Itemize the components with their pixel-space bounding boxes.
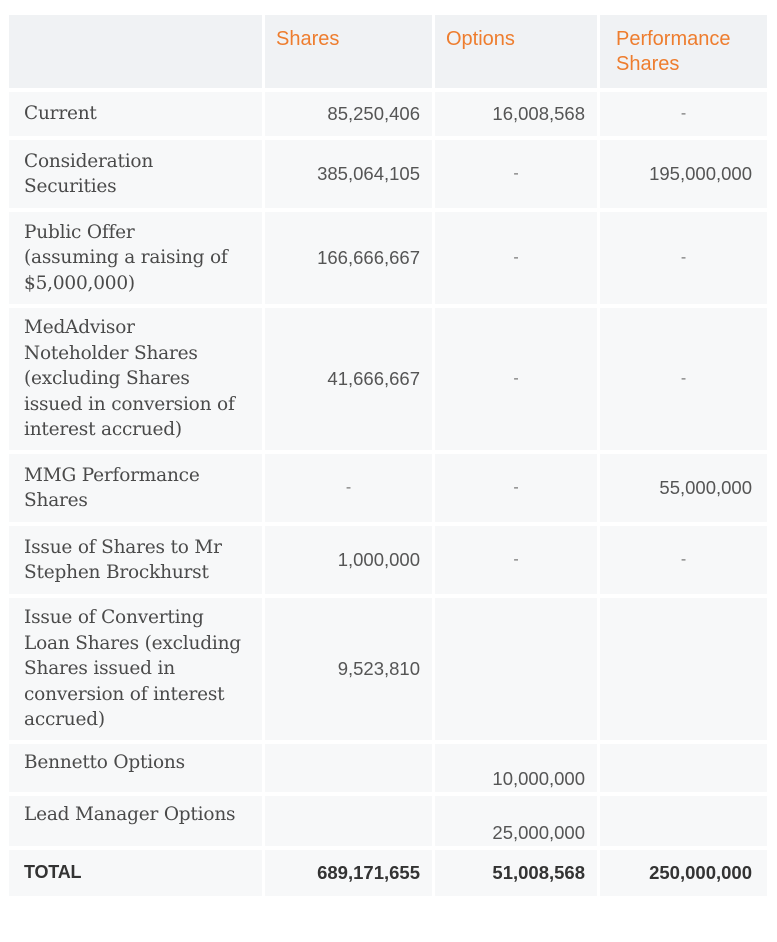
row-label (9, 744, 262, 792)
header-shares-label: Shares (276, 28, 340, 50)
header-options-label: Options (446, 28, 515, 50)
performance-value-text: - (680, 249, 687, 266)
header-performance-shares (600, 15, 767, 88)
header-options (435, 15, 597, 88)
total-shares-text: 689,171,655 (317, 862, 420, 883)
shares-value-text: 9,523,810 (337, 658, 420, 679)
options-value (435, 598, 597, 740)
options-value (435, 212, 597, 304)
options-value-text: - (513, 165, 519, 182)
performance-value (600, 744, 767, 792)
shares-value (265, 454, 432, 522)
options-value-text: 25,000,000 (492, 822, 585, 843)
options-value (435, 140, 597, 208)
row-label (9, 526, 262, 594)
row-label-text: Bennetto Options (24, 752, 185, 773)
options-value (435, 92, 597, 136)
shares-value (265, 140, 432, 208)
shares-value (265, 308, 432, 450)
performance-value-text: - (680, 105, 687, 122)
performance-value (600, 598, 767, 740)
options-value-text: - (513, 249, 519, 266)
row-label-text: MedAdvisor Noteholder Shares (excluding Shares issued in conversion of interest accrued) (24, 317, 235, 441)
row-label (9, 598, 262, 740)
performance-value (600, 212, 767, 304)
table-row (9, 526, 767, 594)
shares-value-text: - (345, 479, 352, 496)
shares-value (265, 92, 432, 136)
total-label-text: TOTAL (24, 862, 82, 883)
shares-value-text: 85,250,406 (327, 103, 420, 124)
performance-value (600, 92, 767, 136)
total-label (9, 850, 262, 896)
options-value (435, 526, 597, 594)
total-performance-text: 250,000,000 (649, 862, 752, 883)
total-options-text: 51,008,568 (492, 862, 585, 883)
performance-value-text: - (680, 370, 687, 387)
table-row (9, 796, 767, 846)
performance-value (600, 526, 767, 594)
row-label-text: Issue of Shares to Mr Stephen Brockhurst (24, 536, 222, 583)
row-label-text: Current (24, 103, 97, 125)
row-label (9, 796, 262, 846)
options-value-text: - (513, 479, 519, 496)
options-value-text: - (513, 551, 519, 568)
table-header-row (9, 15, 767, 88)
options-value-text: 16,008,568 (492, 103, 585, 124)
performance-value (600, 796, 767, 846)
shares-value-text: 41,666,667 (327, 368, 420, 389)
performance-value (600, 308, 767, 450)
row-label (9, 92, 262, 136)
shares-value (265, 744, 432, 792)
total-shares (265, 850, 432, 896)
shares-value (265, 212, 432, 304)
row-label-text: Public Offer (assuming a raising of $5,000,000) (24, 221, 228, 294)
table-row (9, 454, 767, 522)
options-value-text: - (513, 370, 519, 387)
table-row (9, 308, 767, 450)
table-row (9, 598, 767, 740)
row-label (9, 454, 262, 522)
shares-value-text: 166,666,667 (317, 247, 420, 268)
table-row (9, 92, 767, 136)
shares-value (265, 526, 432, 594)
row-label (9, 308, 262, 450)
performance-value (600, 140, 767, 208)
options-value-text: 10,000,000 (492, 768, 585, 789)
table-row (9, 140, 767, 208)
row-label (9, 212, 262, 304)
shares-value (265, 598, 432, 740)
options-value (435, 454, 597, 522)
header-shares (265, 15, 432, 88)
options-value (435, 744, 597, 792)
performance-value-text: 195,000,000 (649, 163, 752, 184)
shares-value (265, 796, 432, 846)
header-empty-cell (9, 15, 262, 88)
total-row (9, 850, 767, 896)
table-row (9, 212, 767, 304)
shares-value-text: 1,000,000 (337, 549, 420, 570)
shares-value-text: 385,064,105 (317, 163, 420, 184)
total-performance (600, 850, 767, 896)
performance-value (600, 454, 767, 522)
header-performance-label (600, 27, 731, 77)
row-label-text: Issue of Converting Loan Shares (excluding Shares issued in conversion of interest accrued) (24, 607, 241, 731)
options-value (435, 796, 597, 846)
total-options (435, 850, 597, 896)
row-label-text: Lead Manager Options (24, 804, 236, 825)
performance-value-text: - (680, 551, 687, 568)
header-performance-line2: Shares (616, 53, 680, 75)
row-label-text: Consideration Securities (24, 150, 154, 197)
header-performance-line1: Performance (616, 28, 731, 50)
options-value (435, 308, 597, 450)
table-row (9, 744, 767, 792)
performance-value-text: 55,000,000 (659, 477, 752, 498)
row-label (9, 140, 262, 208)
capital-structure-table (9, 15, 767, 896)
row-label-text: MMG Performance Shares (24, 464, 200, 511)
